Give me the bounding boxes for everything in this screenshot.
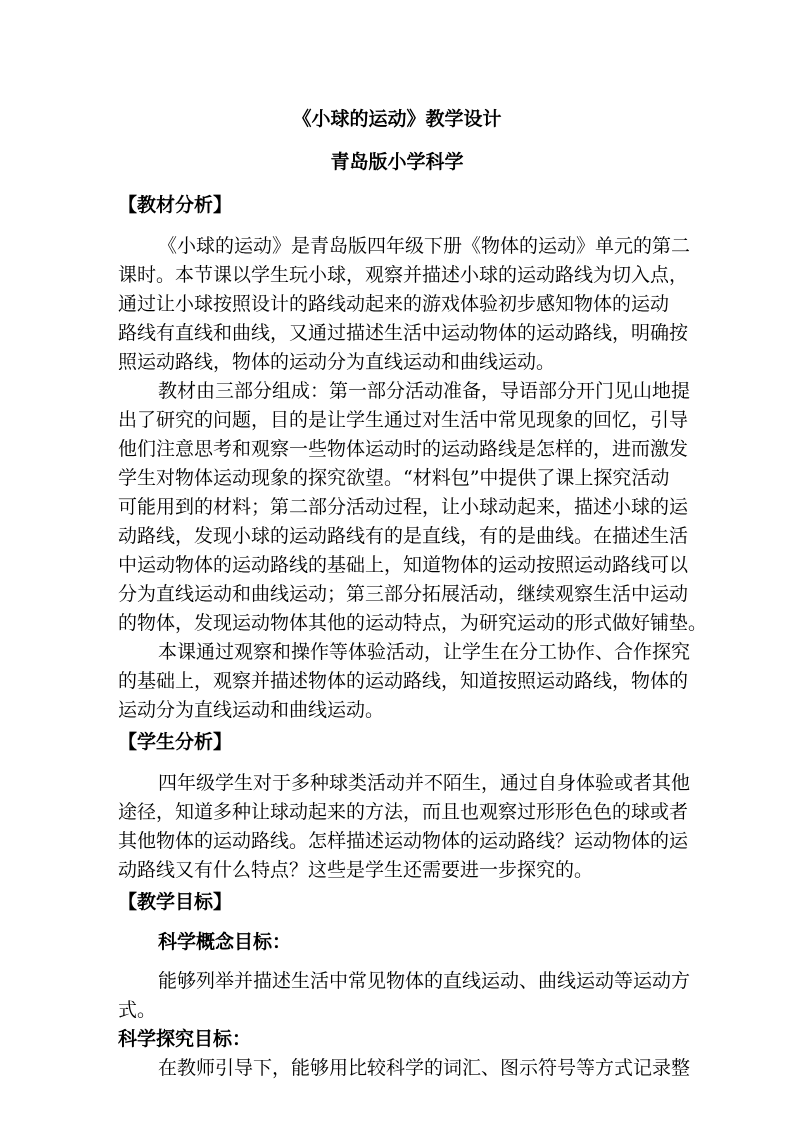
paragraph-line: 的基础上，观察并描述物体的运动路线，知道按照运动路线，物体的	[118, 670, 689, 692]
paragraph-line: 动路线，发现小球的运动路线有的是直线，有的是曲线。在描述生活	[118, 525, 689, 547]
paragraph-line: 课时。本节课以学生玩小球，观察并描述小球的运动路线为切入点，	[118, 264, 689, 286]
paragraph-line: 照运动路线，物体的运动分为直线运动和曲线运动。	[118, 351, 556, 373]
document-subtitle: 青岛版小学科学	[330, 151, 464, 173]
paragraph-line: 四年级学生对于多种球类活动并不陌生，通过自身体验或者其他	[158, 772, 691, 794]
paragraph-line: 教材由三部分组成：第一部分活动准备，导语部分开门见山地提	[158, 380, 691, 402]
paragraph-line: 学生对物体运动现象的探究欲望。“材料包”中提供了课上探究活动	[118, 467, 670, 489]
paragraph-line: 可能用到的材料；第二部分活动过程，让小球动起来，描述小球的运	[118, 496, 689, 518]
paragraph-line: 途径，知道多种让球动起来的方法，而且也观察过形形色色的球或者	[118, 801, 689, 823]
paragraph-line: 路线有直线和曲线，又通过描述生活中运动物体的运动路线，明确按	[118, 322, 689, 344]
paragraph-line: 其他物体的运动路线。怎样描述运动物体的运动路线？运动物体的运	[118, 830, 689, 852]
section-heading-textbook-analysis: 【教材分析】	[118, 194, 233, 216]
paragraph-line: 动路线又有什么特点？这些是学生还需要进一步探究的。	[118, 859, 594, 881]
subheading-science-inquiry: 科学探究目标：	[118, 1028, 252, 1050]
paragraph-line: 本课通过观察和操作等体验活动，让学生在分工协作、合作探究	[158, 641, 691, 663]
paragraph-line: 《小球的运动》是青岛版四年级下册《物体的运动》单元的第二	[158, 235, 691, 257]
section-heading-teaching-objectives: 【教学目标】	[118, 891, 233, 913]
paragraph-line: 能够列举并描述生活中常见物体的直线运动、曲线运动等运动方	[158, 970, 691, 992]
paragraph-line: 的物体，发现运动物体其他的运动特点，为研究运动的形式做好铺垫。	[118, 612, 708, 634]
paragraph-line: 在教师引导下，能够用比较科学的词汇、图示符号等方式记录整	[158, 1057, 691, 1079]
document-title: 《小球的运动》教学设计	[292, 108, 502, 130]
paragraph-line: 通过让小球按照设计的路线动起来的游戏体验初步感知物体的运动	[118, 293, 670, 315]
paragraph-line: 出了研究的问题，目的是让学生通过对生活中常见现象的回忆，引导	[118, 409, 689, 431]
paragraph-line: 式。	[118, 999, 157, 1021]
paragraph-line: 分为直线运动和曲线运动；第三部分拓展活动，继续观察生活中运动	[118, 583, 689, 605]
subheading-science-concept: 科学概念目标：	[158, 931, 292, 953]
paragraph-line: 中运动物体的运动路线的基础上，知道物体的运动按照运动路线可以	[118, 554, 689, 576]
paragraph-line: 他们注意思考和观察一些物体运动时的运动路线是怎样的，进而激发	[118, 438, 689, 460]
section-heading-student-analysis: 【学生分析】	[118, 731, 233, 753]
paragraph-line: 运动分为直线运动和曲线运动。	[118, 699, 385, 721]
